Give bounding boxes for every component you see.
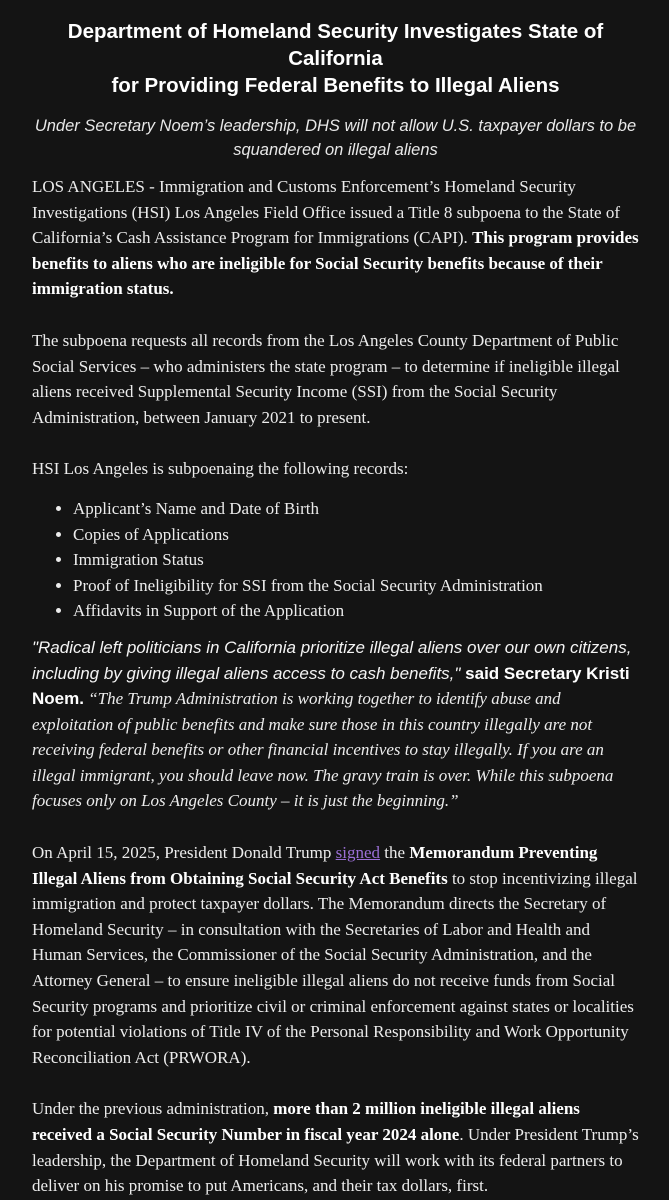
paragraph-memorandum-rest: to stop incentivizing illegal immigration and protect taxpayer dollars. The Memorandum directs the Secretary of Homeland Security – in consultation with the Secretaries of Labor and Health and Human Services, the Commissioner of the Social Security Administration, and the Attorney General – to ensure ineligible illegal aliens do not receive funds from Social Security programs and prioritize civil or criminal enforcement against states or localities for potential violations of Title IV of the Personal Responsibility and Work Opportunity Reconciliation Act (PRWORA). [32,868,638,1067]
records-list [32,496,639,624]
paragraph-intro [32,174,639,302]
paragraph-subpoena-text: The subpoena requests all records from the Los Angeles County Department of Public Social Services – who administers the state program – to determine if ineligible illegal aliens received Supplemental Security Income (SSI) from the Social Security Administration, between January 2021 to present. [32,330,620,427]
paragraph-records-intro [32,456,639,482]
list-item: • Copies of Applications [73,522,639,548]
paragraph-previous-admin-intro: Under the previous administration, [32,1099,274,1119]
quote-paragraph [32,635,639,814]
paragraph-memorandum-intro: On April 15, 2025, President Donald Trump [32,843,336,863]
signed-link[interactable]: signed [335,843,381,863]
subheadline-line-1: Under Secretary Noem’s leadership, DHS will not allow U.S. taxpayer dollars to be [34,117,637,135]
paragraph-previous-admin [32,1096,639,1198]
list-item: • Proof of Ineligibility for SSI from the Social Security Administration [73,573,639,599]
paragraph-records-intro-text: HSI Los Angeles is subpoenaing the following records: [32,459,409,479]
subheadline [32,114,639,162]
paragraph-intro-bold: This program provides benefits to aliens who are ineligible for Social Security benefits because of their immigration status. [32,228,639,299]
article-body [32,174,639,1199]
list-item: • Applicant’s Name and Date of Birth [73,496,639,522]
paragraph-intro-text: LOS ANGELES - Immigration and Customs Enforcement’s Homeland Security Investigations (HSI) Los Angeles Field Office issued a Title 8 subpoena to the State of California’s Cash Assistance Program for Immigrations (CAPI). [32,177,621,248]
headline-line-1: Department of Homeland Security Investigates State of California [67,20,604,70]
list-item: • Immigration Status [73,547,639,573]
quote-administration: “The Trump Administration is working together to identify abuse and exploitation of public benefits and make sure those in this country illegally are not receiving federal benefits or other financial incentives to stay illegally. If you are an illegal immigrant, you should leave now. The gravy train is over. While this subpoena focuses only on Los Angeles County – it is just the beginning.” [32,689,614,811]
headline [32,18,639,99]
paragraph-previous-admin-bold: more than 2 million ineligible illegal aliens received a Social Security Number in fiscal year 2024 alone [32,1099,580,1144]
paragraph-previous-admin-rest: . Under President Trump’s leadership, the Department of Homeland Security will work with its federal partners to deliver on his promise to put Americans, and their tax dollars, first. [32,1125,639,1196]
quote-attribution: said Secretary Kristi Noem. [32,663,630,709]
paragraph-memorandum-after-link: the [380,843,410,863]
paragraph-memorandum [32,840,639,1070]
subheadline-line-2: squandered on illegal aliens [233,141,438,159]
list-item: • Affidavits in Support of the Application [73,598,639,624]
paragraph-subpoena [32,328,639,430]
memorandum-title: Memorandum Preventing Illegal Aliens from Obtaining Social Security Act Benefits [32,843,598,888]
headline-line-2: for Providing Federal Benefits to Illegal Aliens [111,74,560,97]
quote-noem: "Radical left politicians in California prioritize illegal aliens over our own citizens, including by giving illegal aliens access to cash benefits," [32,637,632,683]
